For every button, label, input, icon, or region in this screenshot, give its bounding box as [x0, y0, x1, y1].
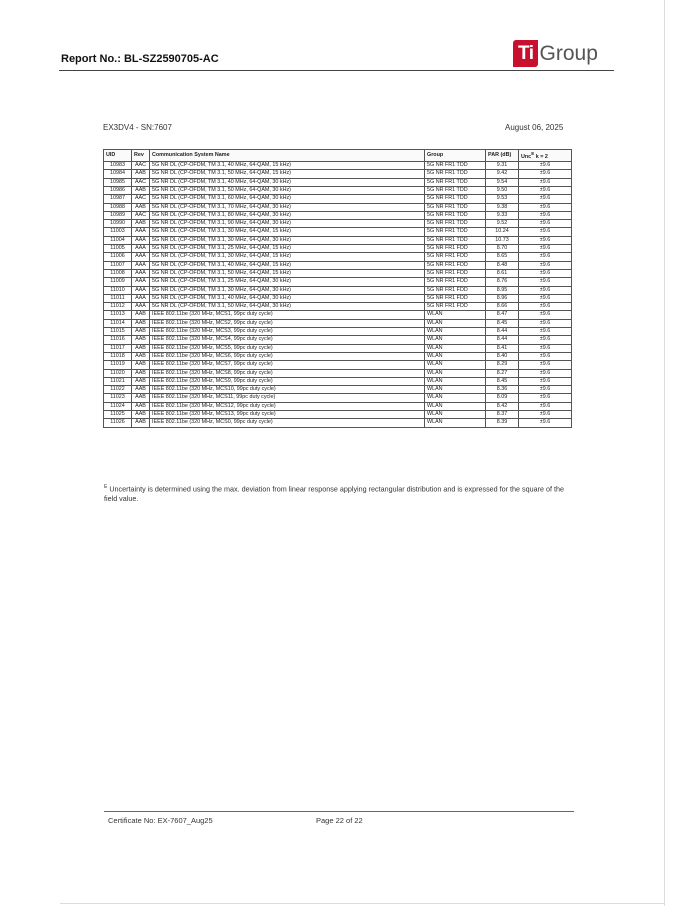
- header-unc-sup: E: [531, 151, 535, 156]
- row-rev: AAB: [132, 352, 150, 360]
- table-row: [104, 186, 572, 194]
- page-frame-right: [664, 0, 665, 906]
- row-name: IEEE 802.11be (320 MHz, MCS5, 99pc duty cycle): [150, 344, 425, 352]
- table-row: [104, 178, 572, 186]
- header-rev: Rev: [132, 150, 150, 162]
- row-par: 8.70: [486, 245, 519, 253]
- row-name: 5G NR DL (CP-OFDM, TM 3.1, 50 MHz, 64-QAM, 30 kHz): [150, 186, 425, 194]
- logo-group-text: Group: [539, 41, 598, 65]
- row-group: 5G NR FR1 TDD: [425, 220, 486, 228]
- row-rev: AAB: [132, 344, 150, 352]
- row-uid: 11015: [104, 328, 132, 336]
- row-group: 5G NR FR1 FDD: [425, 245, 486, 253]
- row-uid: 11021: [104, 377, 132, 385]
- footnote-marker: E: [104, 484, 108, 490]
- row-group: 5G NR FR1 TDD: [425, 203, 486, 211]
- header-uid: UID: [104, 150, 132, 162]
- row-rev: AAB: [132, 394, 150, 402]
- row-name: IEEE 802.11be (320 MHz, MCS11, 99pc duty cycle): [150, 394, 425, 402]
- row-unc: ±9.6: [519, 253, 572, 261]
- row-rev: AAC: [132, 195, 150, 203]
- header-unc-k: k = 2: [534, 153, 548, 160]
- row-name: 5G NR DL (CP-OFDM, TM 3.1, 60 MHz, 64-QAM, 30 kHz): [150, 195, 425, 203]
- row-unc: ±9.6: [519, 336, 572, 344]
- row-rev: AAB: [132, 377, 150, 385]
- row-uid: 11007: [104, 261, 132, 269]
- row-uid: 11022: [104, 386, 132, 394]
- row-uid: 11003: [104, 228, 132, 236]
- header-par: PAR (dB): [486, 150, 519, 162]
- row-uid: 11014: [104, 319, 132, 327]
- row-rev: AAA: [132, 245, 150, 253]
- footer-divider: [104, 811, 574, 812]
- row-name: IEEE 802.11be (320 MHz, MCS1, 99pc duty cycle): [150, 311, 425, 319]
- row-uid: 11018: [104, 352, 132, 360]
- row-uid: 11020: [104, 369, 132, 377]
- row-par: 8.44: [486, 336, 519, 344]
- row-uid: 10983: [104, 162, 132, 170]
- row-rev: AAA: [132, 228, 150, 236]
- row-group: WLAN: [425, 402, 486, 410]
- row-par: 9.38: [486, 203, 519, 211]
- row-par: 9.52: [486, 220, 519, 228]
- row-unc: ±9.6: [519, 186, 572, 194]
- row-unc: ±9.6: [519, 319, 572, 327]
- row-unc: ±9.6: [519, 203, 572, 211]
- row-rev: AAC: [132, 178, 150, 186]
- row-par: 8.47: [486, 311, 519, 319]
- row-rev: AAB: [132, 361, 150, 369]
- row-par: 8.96: [486, 294, 519, 302]
- row-rev: AAB: [132, 319, 150, 327]
- row-group: 5G NR FR1 FDD: [425, 253, 486, 261]
- row-uid: 11012: [104, 303, 132, 311]
- table-row: [104, 269, 572, 277]
- row-group: 5G NR FR1 FDD: [425, 303, 486, 311]
- row-name: 5G NR DL (CP-OFDM, TM 3.1, 30 MHz, 64-QAM, 30 kHz): [150, 286, 425, 294]
- row-uid: 10984: [104, 170, 132, 178]
- row-rev: AAB: [132, 328, 150, 336]
- row-rev: AAA: [132, 278, 150, 286]
- row-uid: 10986: [104, 186, 132, 194]
- row-par: 8.37: [486, 411, 519, 419]
- row-name: IEEE 802.11be (320 MHz, MCS10, 99pc duty cycle): [150, 386, 425, 394]
- row-unc: ±9.6: [519, 269, 572, 277]
- row-name: 5G NR DL (CP-OFDM, TM 3.1, 50 MHz, 64-QAM, 15 kHz): [150, 269, 425, 277]
- row-par: 9.31: [486, 162, 519, 170]
- row-name: IEEE 802.11be (320 MHz, MCS2, 99pc duty cycle): [150, 319, 425, 327]
- row-group: 5G NR FR1 TDD: [425, 186, 486, 194]
- row-uid: 11011: [104, 294, 132, 302]
- row-group: 5G NR FR1 FDD: [425, 286, 486, 294]
- row-group: WLAN: [425, 319, 486, 327]
- table-row: [104, 311, 572, 319]
- table-row: [104, 319, 572, 327]
- row-group: 5G NR FR1 TDD: [425, 178, 486, 186]
- table-row: [104, 245, 572, 253]
- table-row: [104, 220, 572, 228]
- row-name: IEEE 802.11be (320 MHz, MCS7, 99pc duty cycle): [150, 361, 425, 369]
- header-unc-label: Unc: [521, 153, 532, 160]
- row-unc: ±9.6: [519, 328, 572, 336]
- row-name: 5G NR DL (CP-OFDM, TM 3.1, 50 MHz, 64-QAM, 15 kHz): [150, 170, 425, 178]
- row-name: 5G NR DL (CP-OFDM, TM 3.1, 70 MHz, 64-QAM, 30 kHz): [150, 203, 425, 211]
- row-unc: ±9.6: [519, 361, 572, 369]
- row-par: 8.45: [486, 319, 519, 327]
- table-row: [104, 352, 572, 360]
- row-unc: ±9.6: [519, 386, 572, 394]
- row-group: 5G NR FR1 FDD: [425, 269, 486, 277]
- row-par: 8.76: [486, 278, 519, 286]
- table-row: [104, 286, 572, 294]
- row-name: IEEE 802.11be (320 MHz, MCS8, 99pc duty cycle): [150, 369, 425, 377]
- row-unc: ±9.6: [519, 170, 572, 178]
- row-name: IEEE 802.11be (320 MHz, MCS6, 99pc duty cycle): [150, 352, 425, 360]
- row-par: 8.39: [486, 419, 519, 427]
- table-row: [104, 228, 572, 236]
- row-group: 5G NR FR1 TDD: [425, 170, 486, 178]
- row-group: WLAN: [425, 352, 486, 360]
- row-name: IEEE 802.11be (320 MHz, MCS12, 99pc duty cycle): [150, 402, 425, 410]
- row-rev: AAA: [132, 269, 150, 277]
- row-name: 5G NR DL (CP-OFDM, TM 3.1, 40 MHz, 64-QAM, 30 kHz): [150, 294, 425, 302]
- table-row: [104, 195, 572, 203]
- row-par: 8.36: [486, 386, 519, 394]
- row-uid: 11026: [104, 419, 132, 427]
- row-par: 9.54: [486, 178, 519, 186]
- row-group: WLAN: [425, 411, 486, 419]
- row-name: 5G NR DL (CP-OFDM, TM 3.1, 40 MHz, 64-QAM, 15 kHz): [150, 261, 425, 269]
- table-row: [104, 236, 572, 244]
- row-group: WLAN: [425, 361, 486, 369]
- row-par: 8.09: [486, 394, 519, 402]
- row-par: 9.33: [486, 211, 519, 219]
- communication-systems-table: [103, 149, 572, 428]
- table-header-row: [104, 150, 572, 162]
- table-row: [104, 261, 572, 269]
- row-rev: AAB: [132, 411, 150, 419]
- row-rev: AAB: [132, 386, 150, 394]
- row-uid: 11006: [104, 253, 132, 261]
- row-uid: 11005: [104, 245, 132, 253]
- row-group: 5G NR FR1 TDD: [425, 211, 486, 219]
- table-row: [104, 170, 572, 178]
- row-name: 5G NR DL (CP-OFDM, TM 3.1, 90 MHz, 64-QAM, 30 kHz): [150, 220, 425, 228]
- table-row: [104, 394, 572, 402]
- row-uid: 11008: [104, 269, 132, 277]
- row-uid: 11009: [104, 278, 132, 286]
- table-row: [104, 211, 572, 219]
- row-uid: 10987: [104, 195, 132, 203]
- row-uid: 11017: [104, 344, 132, 352]
- row-name: IEEE 802.11be (320 MHz, MCS13, 99pc duty cycle): [150, 411, 425, 419]
- row-unc: ±9.6: [519, 228, 572, 236]
- table-row: [104, 344, 572, 352]
- row-unc: ±9.6: [519, 294, 572, 302]
- row-unc: ±9.6: [519, 278, 572, 286]
- row-uid: 10988: [104, 203, 132, 211]
- row-unc: ±9.6: [519, 419, 572, 427]
- row-name: 5G NR DL (CP-OFDM, TM 3.1, 80 MHz, 64-QAM, 30 kHz): [150, 211, 425, 219]
- row-name: IEEE 802.11be (320 MHz, MCS0, 99pc duty cycle): [150, 419, 425, 427]
- row-rev: AAA: [132, 253, 150, 261]
- probe-model: EX3DV4 - SN:7607: [103, 123, 172, 132]
- row-uid: 11025: [104, 411, 132, 419]
- row-name: IEEE 802.11be (320 MHz, MCS9, 99pc duty cycle): [150, 377, 425, 385]
- row-uid: 11023: [104, 394, 132, 402]
- row-unc: ±9.6: [519, 311, 572, 319]
- row-rev: AAB: [132, 369, 150, 377]
- row-par: 8.65: [486, 253, 519, 261]
- table-row: [104, 278, 572, 286]
- row-name: IEEE 802.11be (320 MHz, MCS4, 99pc duty cycle): [150, 336, 425, 344]
- row-uid: 10985: [104, 178, 132, 186]
- row-group: 5G NR FR1 FDD: [425, 278, 486, 286]
- row-group: WLAN: [425, 419, 486, 427]
- row-par: 10.24: [486, 228, 519, 236]
- row-group: WLAN: [425, 369, 486, 377]
- row-unc: ±9.6: [519, 195, 572, 203]
- row-name: 5G NR DL (CP-OFDM, TM 3.1, 25 MHz, 64-QAM, 30 kHz): [150, 278, 425, 286]
- row-par: 8.29: [486, 361, 519, 369]
- table-row: [104, 203, 572, 211]
- row-uid: 10989: [104, 211, 132, 219]
- row-unc: ±9.6: [519, 245, 572, 253]
- header-group: Group: [425, 150, 486, 162]
- row-par: 8.27: [486, 369, 519, 377]
- row-par: 9.42: [486, 170, 519, 178]
- table-row: [104, 402, 572, 410]
- row-unc: ±9.6: [519, 286, 572, 294]
- row-rev: AAB: [132, 220, 150, 228]
- row-rev: AAB: [132, 311, 150, 319]
- footnote-text: Uncertainty is determined using the max. deviation from linear response applying rectangular distribution and is expressed for the square of the field value.: [104, 484, 564, 504]
- row-unc: ±9.6: [519, 394, 572, 402]
- row-group: WLAN: [425, 377, 486, 385]
- row-group: 5G NR FR1 TDD: [425, 228, 486, 236]
- row-name: 5G NR DL (CP-OFDM, TM 3.1, 40 MHz, 64-QAM, 30 kHz): [150, 178, 425, 186]
- row-group: 5G NR FR1 TDD: [425, 195, 486, 203]
- row-unc: ±9.6: [519, 162, 572, 170]
- table-row: [104, 294, 572, 302]
- row-uid: 11024: [104, 402, 132, 410]
- row-unc: ±9.6: [519, 211, 572, 219]
- row-group: WLAN: [425, 394, 486, 402]
- row-group: WLAN: [425, 336, 486, 344]
- row-name: 5G NR DL (CP-OFDM, TM 3.1, 50 MHz, 64-QAM, 30 kHz): [150, 303, 425, 311]
- uncertainty-footnote: [104, 482, 574, 504]
- table-row: [104, 303, 572, 311]
- row-group: WLAN: [425, 328, 486, 336]
- page-number: Page 22 of 22: [316, 816, 363, 825]
- row-par: 8.95: [486, 286, 519, 294]
- tigroup-logo: [513, 38, 598, 68]
- row-rev: AAA: [132, 294, 150, 302]
- table-row: [104, 411, 572, 419]
- header-name: Communication System Name: [150, 150, 425, 162]
- row-uid: 11013: [104, 311, 132, 319]
- row-name: 5G NR DL (CP-OFDM, TM 3.1, 30 MHz, 64-QAM, 15 kHz): [150, 253, 425, 261]
- row-unc: ±9.6: [519, 369, 572, 377]
- certificate-number: Certificate No: EX-7607_Aug25: [108, 816, 213, 825]
- row-unc: ±9.6: [519, 377, 572, 385]
- row-group: 5G NR FR1 TDD: [425, 236, 486, 244]
- row-rev: AAA: [132, 236, 150, 244]
- row-name: 5G NR DL (CP-OFDM, TM 3.1, 30 MHz, 64-QAM, 30 kHz): [150, 236, 425, 244]
- row-name: 5G NR DL (CP-OFDM, TM 3.1, 25 MHz, 64-QAM, 15 kHz): [150, 245, 425, 253]
- row-unc: ±9.6: [519, 220, 572, 228]
- row-par: 10.73: [486, 236, 519, 244]
- row-rev: AAB: [132, 203, 150, 211]
- row-unc: ±9.6: [519, 344, 572, 352]
- row-par: 8.42: [486, 402, 519, 410]
- row-group: 5G NR FR1 FDD: [425, 294, 486, 302]
- page-frame-bottom: [60, 903, 664, 904]
- row-group: WLAN: [425, 386, 486, 394]
- row-par: 8.48: [486, 261, 519, 269]
- row-group: WLAN: [425, 344, 486, 352]
- document-date: August 06, 2025: [505, 123, 564, 132]
- row-par: 8.41: [486, 344, 519, 352]
- row-unc: ±9.6: [519, 178, 572, 186]
- row-group: 5G NR FR1 FDD: [425, 261, 486, 269]
- table-row: [104, 386, 572, 394]
- row-par: 8.66: [486, 303, 519, 311]
- table-row: [104, 253, 572, 261]
- row-par: 8.45: [486, 377, 519, 385]
- row-par: 8.44: [486, 328, 519, 336]
- header-divider: [59, 70, 614, 71]
- row-group: WLAN: [425, 311, 486, 319]
- row-uid: 11016: [104, 336, 132, 344]
- row-rev: AAB: [132, 186, 150, 194]
- table-row: [104, 419, 572, 427]
- row-uid: 11004: [104, 236, 132, 244]
- row-rev: AAB: [132, 336, 150, 344]
- report-number: Report No.: BL-SZ2590705-AC: [61, 53, 219, 65]
- row-unc: ±9.6: [519, 402, 572, 410]
- table-row: [104, 369, 572, 377]
- row-name: 5G NR DL (CP-OFDM, TM 3.1, 30 MHz, 64-QAM, 15 kHz): [150, 228, 425, 236]
- table-row: [104, 336, 572, 344]
- row-par: 8.40: [486, 352, 519, 360]
- table-row: [104, 377, 572, 385]
- table-row: [104, 361, 572, 369]
- row-rev: AAC: [132, 211, 150, 219]
- row-unc: ±9.6: [519, 261, 572, 269]
- row-uid: 11019: [104, 361, 132, 369]
- row-uid: 10990: [104, 220, 132, 228]
- row-name: IEEE 802.11be (320 MHz, MCS3, 99pc duty cycle): [150, 328, 425, 336]
- row-rev: AAB: [132, 402, 150, 410]
- row-rev: AAA: [132, 286, 150, 294]
- row-unc: ±9.6: [519, 236, 572, 244]
- row-unc: ±9.6: [519, 411, 572, 419]
- table-row: [104, 328, 572, 336]
- logo-ti-mark: Ti: [513, 40, 538, 67]
- row-par: 9.50: [486, 186, 519, 194]
- header-unc: [519, 150, 572, 162]
- row-uid: 11010: [104, 286, 132, 294]
- row-par: 9.53: [486, 195, 519, 203]
- row-rev: AAB: [132, 419, 150, 427]
- row-unc: ±9.6: [519, 352, 572, 360]
- row-rev: AAB: [132, 170, 150, 178]
- row-par: 8.61: [486, 269, 519, 277]
- row-name: 5G NR DL (CP-OFDM, TM 3.1, 40 MHz, 64-QAM, 15 kHz): [150, 162, 425, 170]
- row-rev: AAC: [132, 162, 150, 170]
- row-unc: ±9.6: [519, 303, 572, 311]
- row-group: 5G NR FR1 TDD: [425, 162, 486, 170]
- row-rev: AAA: [132, 303, 150, 311]
- table-row: [104, 162, 572, 170]
- row-rev: AAA: [132, 261, 150, 269]
